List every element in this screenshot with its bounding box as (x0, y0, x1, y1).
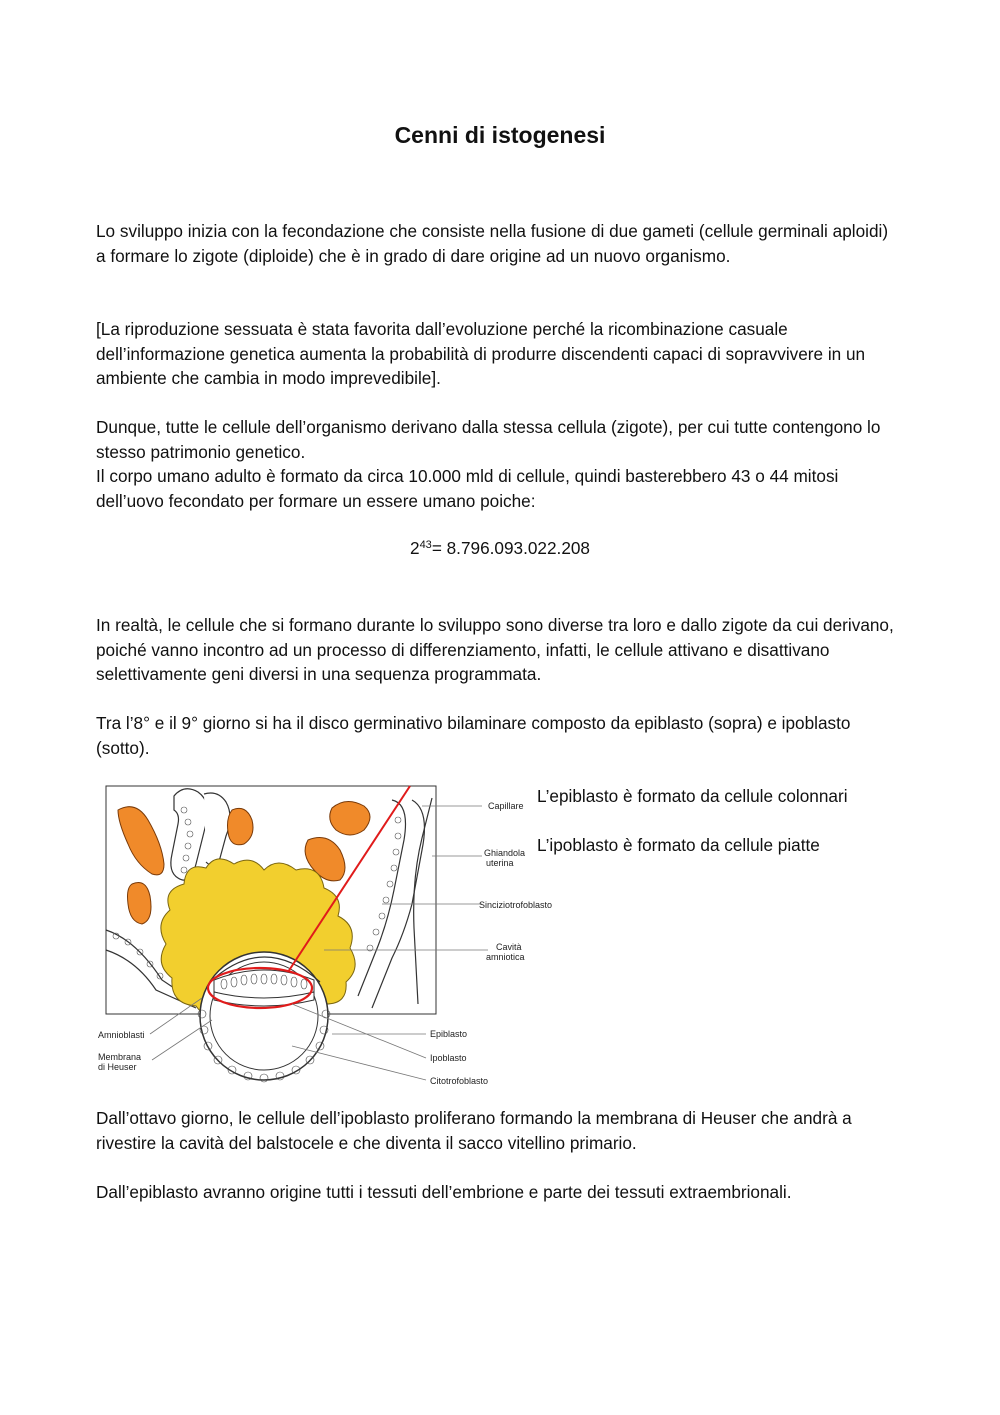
formula-result: = 8.796.093.022.208 (431, 538, 590, 558)
label-citotrofoblasto: Citotrofoblasto (430, 1076, 489, 1086)
label-cavita-2: amniotica (486, 952, 525, 962)
formula-base: 2 (410, 538, 420, 558)
label-sinciziotrofoblasto: Sinciziotrofoblasto (479, 900, 553, 910)
paragraph-epiblasto-origine: Dall’epiblasto avranno origine tutti i tessuti dell’embrione e parte dei tessuti extraembrionali. (96, 1182, 792, 1202)
paragraph-patrimonio-genetico: Dunque, tutte le cellule dell’organismo derivano dalla stessa cellula (zigote), per cui tutte contengono lo stesso patrimonio genetico. (96, 417, 881, 462)
label-membrana-2: di Heuser (98, 1062, 137, 1072)
formula-exponent: 43 (419, 539, 432, 551)
side-note-epiblasto: L’epiblasto è formato da cellule colonnari (537, 786, 848, 806)
side-note-ipoblasto: L’ipoblasto è formato da cellule piatte (537, 835, 820, 855)
paragraph-fecondazione: Lo sviluppo inizia con la fecondazione che consiste nella fusione di due gameti (cellule germinali aploidi) a formare lo zigote (diploide) che è in grado di dare origine ad un nuovo organismo. (96, 221, 889, 266)
paragraph-differenziamento: In realtà, le cellule che si formano durante lo sviluppo sono diverse tra loro e dallo zigote da cui derivano, poiché vanno incontro ad un processo di differenziamento, infatti, le cellule attivano e disattivano selettivamente geni diversi in una sequenza programmata. (96, 615, 894, 684)
label-amnioblasti: Amnioblasti (98, 1030, 145, 1040)
formula (0, 538, 1000, 559)
embryo-diagram (92, 780, 553, 1092)
label-cavita-1: Cavità (496, 942, 522, 952)
paragraph-disco-bilaminare: Tra l’8° e il 9° giorno si ha il disco germinativo bilaminare composto da epiblasto (sopra) e ipoblasto (sotto). (96, 713, 851, 758)
label-ghiandola-2: uterina (486, 858, 514, 868)
paragraph-riproduzione-sessuata: [La riproduzione sessuata è stata favorita dall’evoluzione perché la ricombinazione casuale dell’informazione genetica aumenta la probabilità di produrre discendenti capaci di sopravvivere in un ambiente che cambia in modo imprevedibile]. (96, 319, 866, 388)
label-capillare: Capillare (488, 801, 524, 811)
label-epiblasto: Epiblasto (430, 1029, 468, 1039)
label-ghiandola-1: Ghiandola (484, 848, 526, 858)
label-membrana-1: Membrana (98, 1052, 142, 1062)
page-title: Cenni di istogenesi (394, 122, 606, 148)
label-ipoblasto: Ipoblasto (430, 1053, 467, 1063)
paragraph-mitosi: Il corpo umano adulto è formato da circa 10.000 mld di cellule, quindi basterebbero 43 o 44 mitosi dell’uovo fecondato per formare un essere umano poiche: (96, 466, 839, 511)
paragraph-membrana-heuser: Dall’ottavo giorno, le cellule dell’ipoblasto proliferano formando la membrana di Heuser che andrà a rivestire la cavità del balstocele e che diventa il sacco vitellino primario. (96, 1108, 852, 1153)
